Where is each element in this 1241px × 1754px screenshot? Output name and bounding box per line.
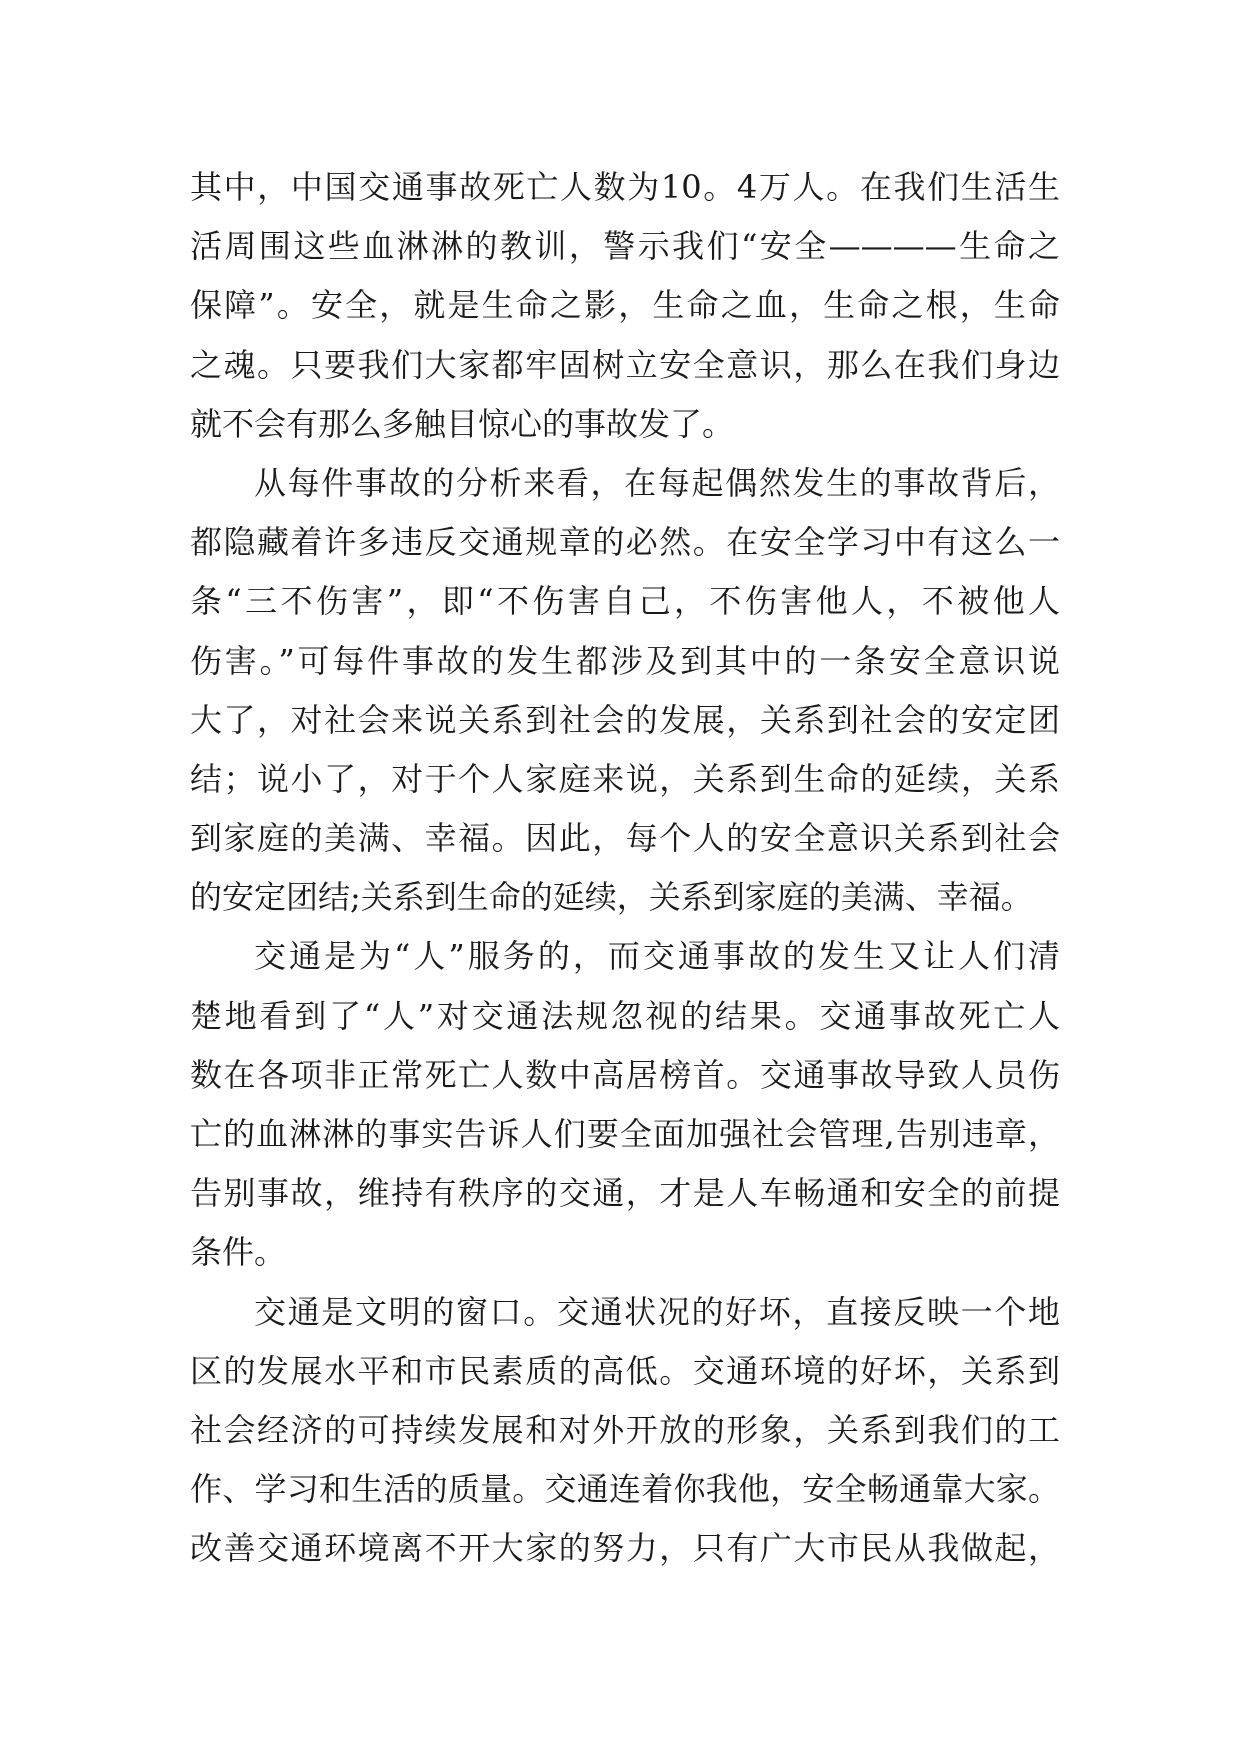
text-line: 都隐藏着许多违反交通规章的必然。在安全学习中有这么一 bbox=[190, 523, 1060, 562]
text-line: 伤害。”可每件事故的发生都涉及到其中的一条安全意识说 bbox=[190, 641, 1060, 680]
text-line: 交通是为“人”服务的，而交通事故的发生又让人们清 bbox=[254, 937, 1060, 976]
text-line: 就不会有那么多触目惊心的事故发了。 bbox=[190, 404, 735, 443]
body-text bbox=[190, 158, 1060, 1579]
text-line: 作、学习和生活的质量。交通连着你我他，安全畅通靠大家。 bbox=[190, 1470, 1060, 1509]
text-line: 亡的血淋淋的事实告诉人们要全面加强社会管理,告别违章， bbox=[190, 1115, 1060, 1153]
text-line: 告别事故，维持有秩序的交通，才是人车畅通和安全的前提 bbox=[190, 1174, 1060, 1213]
text-line: 从每件事故的分析来看，在每起偶然发生的事故背后， bbox=[254, 463, 1060, 502]
text-line: 改善交通环境离不开大家的努力，只有广大市民从我做起， bbox=[190, 1529, 1060, 1568]
paragraph-3 bbox=[190, 927, 1060, 1282]
text-line: 大了，对社会来说关系到社会的发展，关系到社会的安定团 bbox=[190, 700, 1060, 739]
text-line: 交通是文明的窗口。交通状况的好坏，直接反映一个地 bbox=[254, 1292, 1060, 1331]
text-line: 的安定团结;关系到生命的延续，关系到家庭的美满、幸福。 bbox=[190, 878, 1033, 917]
text-line: 保障”。安全，就是生命之影，生命之血，生命之根，生命 bbox=[190, 286, 1060, 325]
text-line: 条“三不伤害”，即“不伤害自己，不伤害他人，不被他人 bbox=[190, 582, 1060, 621]
text-line: 其中，中国交通事故死亡人数为10。4万人。在我们生活生 bbox=[190, 168, 1060, 206]
paragraph-2 bbox=[190, 454, 1060, 928]
text-line: 活周围这些血淋淋的教训，警示我们“安全————生命之 bbox=[190, 227, 1060, 266]
text-line: 社会经济的可持续发展和对外开放的形象，关系到我们的工 bbox=[190, 1410, 1060, 1449]
text-line: 结；说小了，对于个人家庭来说，关系到生命的延续，关系 bbox=[190, 759, 1060, 798]
text-line: 数在各项非正常死亡人数中高居榜首。交通事故导致人员伤 bbox=[190, 1055, 1060, 1094]
text-line: 之魂。只要我们大家都牢固树立安全意识，那么在我们身边 bbox=[190, 345, 1060, 384]
text-line: 区的发展水平和市民素质的高低。交通环境的好坏，关系到 bbox=[190, 1351, 1060, 1390]
paragraph-1 bbox=[190, 158, 1060, 454]
text-line: 条件。 bbox=[190, 1233, 287, 1272]
text-line: 楚地看到了“人”对交通法规忽视的结果。交通事故死亡人 bbox=[190, 996, 1060, 1035]
text-line: 到家庭的美满、幸福。因此，每个人的安全意识关系到社会 bbox=[190, 819, 1060, 858]
paragraph-4 bbox=[190, 1283, 1060, 1579]
